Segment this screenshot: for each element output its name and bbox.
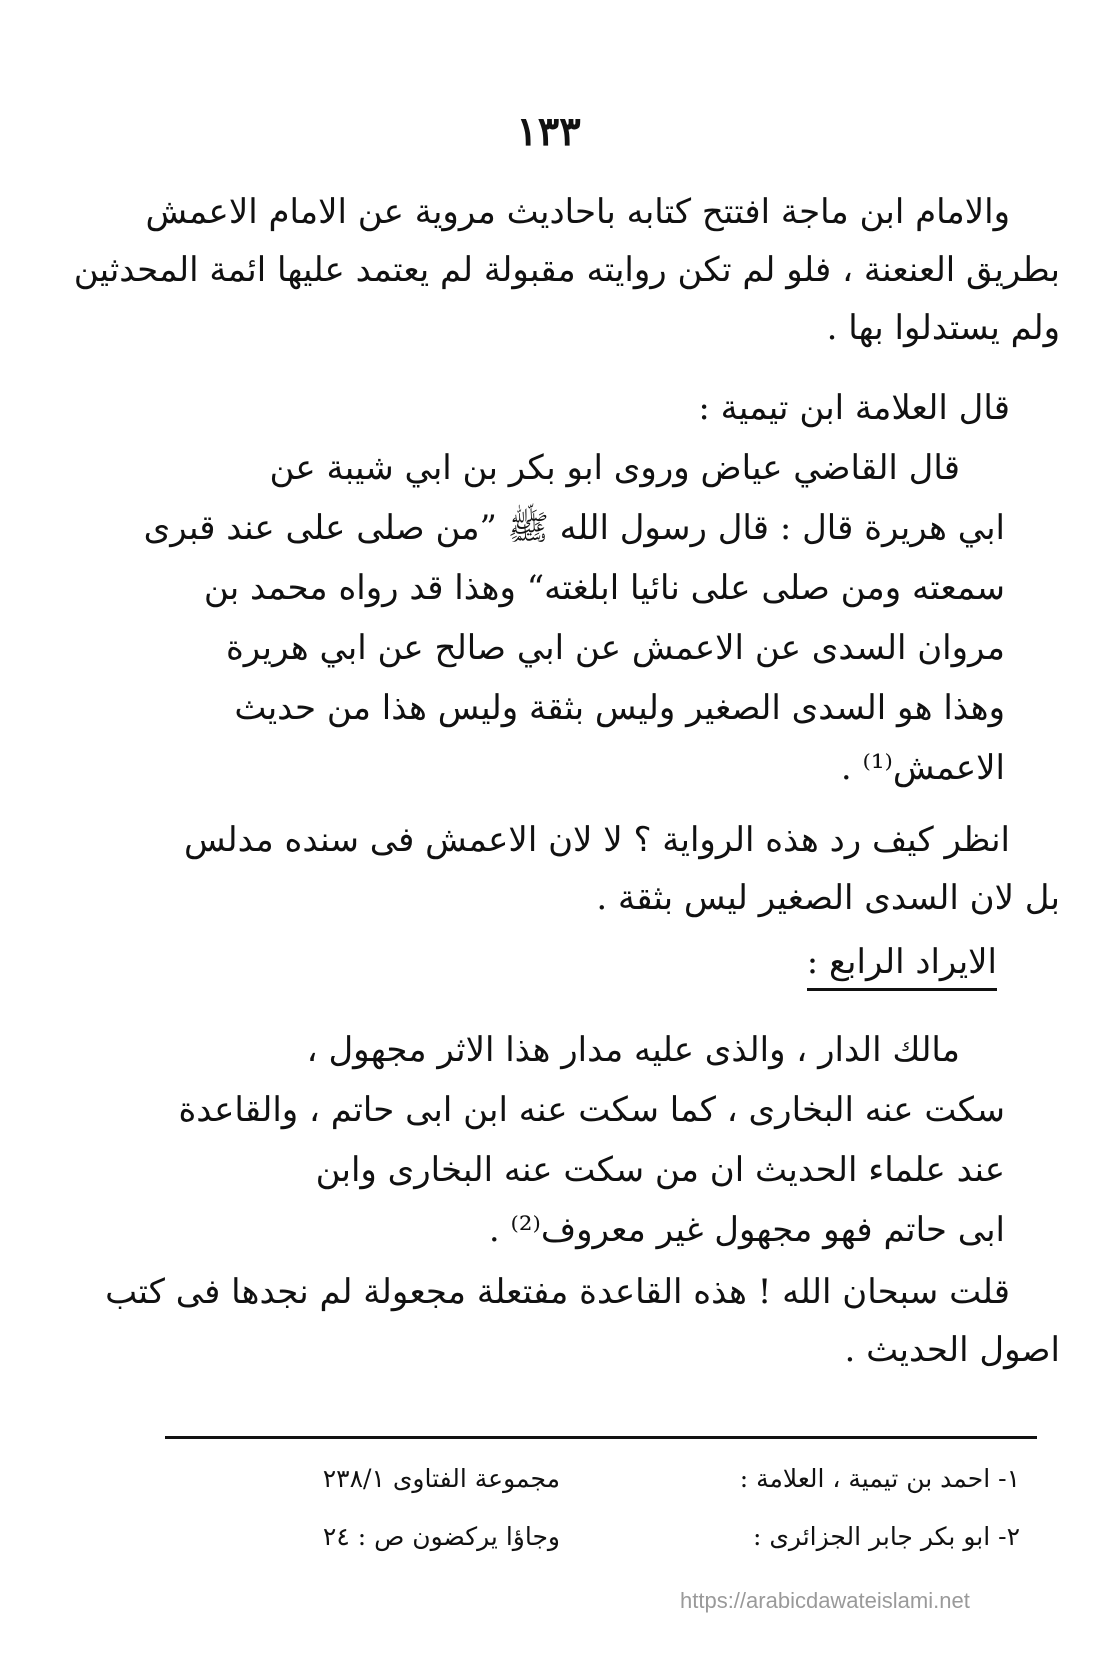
quote-line: سمعته ومن صلى على نائيا ابلغته“ وهذا قد رواه محمد بن <box>203 568 1005 608</box>
paragraph-line: بل لان السدى الصغير ليس بثقة . <box>596 878 1060 918</box>
quote-line: قال القاضي عياض وروى ابو بكر بن ابي شيبة عن <box>269 448 960 488</box>
paragraph-line: قلت سبحان الله ! هذه القاعدة مفتعلة مجعولة لم نجدها فى كتب <box>105 1272 1010 1312</box>
paragraph-line: بطريق العنعنة ، فلو لم تكن روايته مقبولة لم يعتمد عليها ائمة المحدثين <box>73 250 1060 290</box>
page-number: ١٣٣ <box>516 108 581 155</box>
footnote-2-source: وجاؤا يركضون ص : ٢٤ <box>322 1522 560 1551</box>
paragraph-line: ولم يستدلوا بها . <box>826 308 1060 348</box>
paragraph-line: اصول الحديث . <box>844 1330 1060 1370</box>
footnote-2-author: ٢- ابو بكر جابر الجزائرى : <box>752 1522 1020 1551</box>
quote-line: عند علماء الحديث ان من سكت عنه البخارى وابن <box>315 1150 1005 1190</box>
footnote-1-source: مجموعة الفتاوى ٢٣٨/١ <box>322 1464 560 1493</box>
quote-line: مالك الدار ، والذى عليه مدار هذا الاثر مجهول ، <box>306 1030 960 1070</box>
paragraph-line: انظر كيف رد هذه الرواية ؟ لا لان الاعمش فى سنده مدلس <box>183 820 1010 860</box>
footnote-1-author: ١- احمد بن تيمية ، العلامة : <box>739 1464 1020 1493</box>
quote-line: ابي هريرة قال : قال رسول الله ﷺ ”من صلى على عند قبرى <box>143 508 1005 548</box>
paragraph-line: والامام ابن ماجة افتتح كتابه باحاديث مروية عن الامام الاعمش <box>145 192 1010 232</box>
quote-line: سكت عنه البخارى ، كما سكت عنه ابن ابى حاتم ، والقاعدة <box>178 1090 1005 1130</box>
watermark-url: https://arabicdawateislami.net <box>680 1588 970 1613</box>
footnote-separator <box>165 1436 1037 1439</box>
quote-line: مروان السدى عن الاعمش عن ابي صالح عن ابي هريرة <box>225 628 1005 668</box>
quote-line: الاعمش⁽¹⁾ . <box>840 748 1005 788</box>
section-heading <box>597 940 997 991</box>
quote-line: وهذا هو السدى الصغير وليس بثقة وليس هذا من حديث <box>234 688 1005 728</box>
section-heading-text: الايراد الرابع : <box>807 940 997 991</box>
quote-intro: قال العلامة ابن تيمية : <box>698 388 1010 428</box>
quote-line: ابى حاتم فهو مجهول غير معروف⁽²⁾ . <box>488 1210 1005 1250</box>
